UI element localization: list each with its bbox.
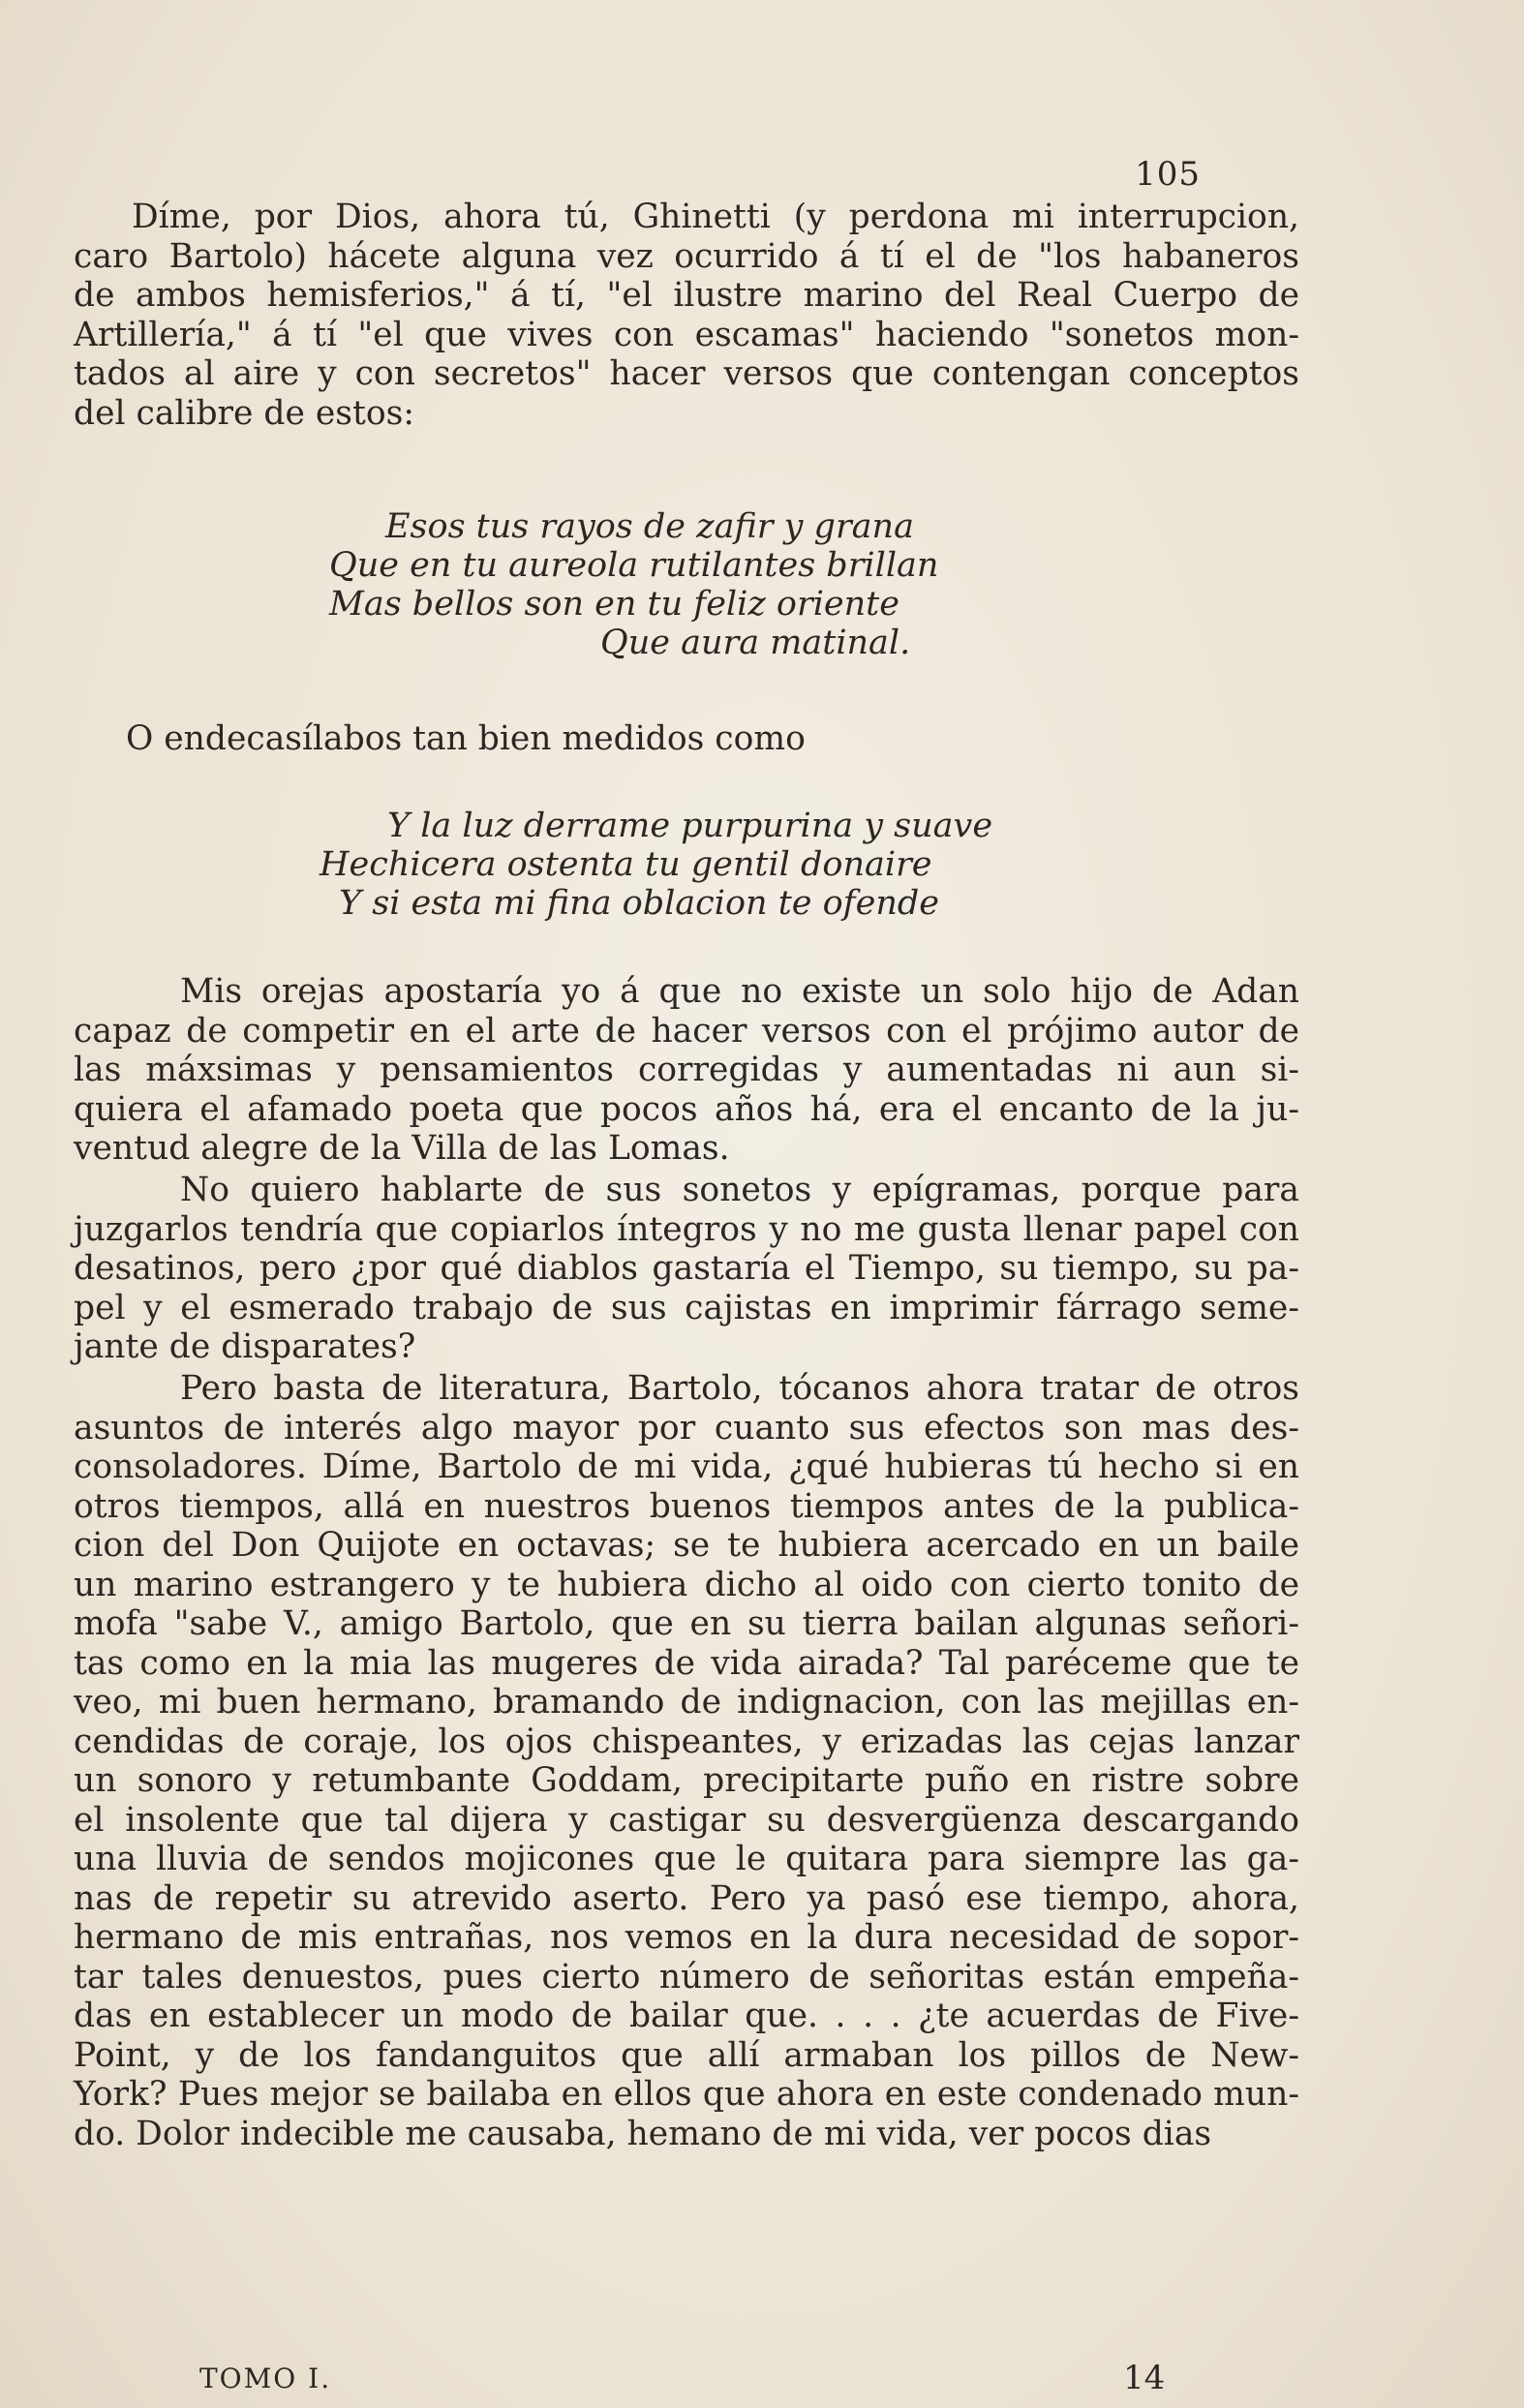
verse-line: Mas bellos son en tu feliz oriente — [329, 585, 899, 624]
paragraph-1 — [74, 198, 1299, 433]
text-line: Díme, por Dios, ahora tú, Ghinetti (y perdona mi interrupcion, — [132, 198, 1299, 236]
text-line: jante de disparates? — [74, 1327, 416, 1366]
verse-line: Esos tus rayos de zafir y grana — [385, 507, 914, 546]
text-line: mofa "sabe V., amigo Bartolo, que en su tierra bailan algunas señori- — [74, 1604, 1299, 1643]
text-line: consoladores. Díme, Bartolo de mi vida, ¿qué hubieras tú hecho si en — [74, 1448, 1299, 1486]
text-line: ventud alegre de la Villa de las Lomas. — [74, 1129, 730, 1168]
verse-line: Que en tu aureola rutilantes brillan — [329, 546, 939, 585]
signature-mark: 14 — [1123, 2359, 1166, 2397]
verse-line: Y la luz derrame purpurina y suave — [387, 807, 993, 845]
verse-line: Y si esta mi fina oblacion te ofende — [339, 884, 940, 923]
paragraph-3 — [74, 972, 1299, 1169]
verse-line: Que aura matinal. — [600, 624, 911, 662]
text-line: juzgarlos tendría que copiarlos íntegros y no me gusta llenar papel con — [74, 1209, 1299, 1249]
text-line: cendidas de coraje, los ojos chispeantes, y erizadas las cejas lanzar — [74, 1722, 1299, 1761]
text-line: Pero basta de literatura, Bartolo, tócanos ahora tratar de otros — [180, 1369, 1299, 1408]
text-line: cion del Don Quijote en octavas; se te hubiera acercado en un baile — [74, 1526, 1299, 1565]
text-line: capaz de competir en el arte de hacer versos con el prójimo autor de — [74, 1011, 1299, 1051]
text-line: un marino estrangero y te hubiera dicho al oido con cierto tonito de — [74, 1565, 1299, 1604]
text-line: Mis orejas apostaría yo á que no existe un solo hijo de Adan — [180, 972, 1299, 1011]
text-line: el insolente que tal dijera y castigar su desvergüenza descargando — [74, 1800, 1299, 1840]
text-line: asuntos de interés algo mayor por cuanto sus efectos son mas des- — [74, 1408, 1299, 1448]
text-line: de ambos hemisferios," á tí, "el ilustre marino del Real Cuerpo de — [74, 276, 1299, 315]
volume-label: TOMO I. — [199, 2362, 332, 2394]
paragraph-4 — [74, 1171, 1299, 1367]
text-line: do. Dolor indecible me causaba, hemano de mi vida, ver pocos dias — [74, 2114, 1212, 2153]
text-line: desatinos, pero ¿por qué diablos gastaría el Tiempo, su tiempo, su pa- — [74, 1249, 1299, 1288]
verse-1 — [329, 507, 938, 662]
text-line: tas como en la mia las mugeres de vida airada? Tal paréceme que te — [74, 1643, 1299, 1683]
verse-line: Hechicera ostenta tu gentil donaire — [320, 845, 932, 884]
text-line: pel y el esmerado trabajo de sus cajistas en imprimir fárrago seme- — [74, 1288, 1299, 1327]
page-number: 105 — [1135, 155, 1201, 194]
text-line: caro Bartolo) hácete alguna vez ocurrido á tí el de "los habaneros — [74, 236, 1299, 276]
text-line: hermano de mis entrañas, nos vemos en la dura necesidad de sopor- — [74, 1918, 1299, 1957]
text-line: un sonoro y retumbante Goddam, precipitarte puño en ristre sobre — [74, 1761, 1299, 1800]
text-line: York? Pues mejor se bailaba en ellos que ahora en este condenado mun- — [74, 2075, 1299, 2114]
page-footer — [199, 2359, 1168, 2397]
text-line: tar tales denuestos, pues cierto número de señoritas están empeña- — [74, 1957, 1299, 1997]
text-line: nas de repetir su atrevido aserto. Pero ya pasó ese tiempo, ahora, — [74, 1878, 1299, 1918]
text-line: del calibre de estos: — [74, 393, 414, 433]
text-line: quiera el afamado poeta que pocos años há, era el encanto de la ju- — [74, 1089, 1299, 1129]
text-line: veo, mi buen hermano, bramando de indignacion, con las mejillas en- — [74, 1683, 1299, 1722]
text-line: Artillería," á tí "el que vives con escamas" haciendo "sonetos mon- — [74, 315, 1299, 354]
text-line: otros tiempos, allá en nuestros buenos tiempos antes de la publica- — [74, 1486, 1299, 1526]
text-line: Point, y de los fandanguitos que allí armaban los pillos de New- — [74, 2035, 1299, 2075]
text-line: No quiero hablarte de sus sonetos y epígramas, porque para — [180, 1171, 1299, 1209]
text-line: las máxsimas y pensamientos corregidas y aumentadas ni aun si- — [74, 1051, 1299, 1089]
paragraph-2 — [126, 719, 900, 759]
paragraph-5 — [74, 1369, 1299, 2153]
text-line: O endecasílabos tan bien medidos como — [126, 719, 806, 758]
text-line: una lluvia de sendos mojicones que le quitara para siempre las ga- — [74, 1840, 1299, 1878]
text-line: das en establecer un modo de bailar que. . . . ¿te acuerdas de Five- — [74, 1997, 1299, 2035]
verse-2 — [320, 807, 992, 923]
text-line: tados al aire y con secretos" hacer versos que contengan conceptos — [74, 354, 1299, 393]
